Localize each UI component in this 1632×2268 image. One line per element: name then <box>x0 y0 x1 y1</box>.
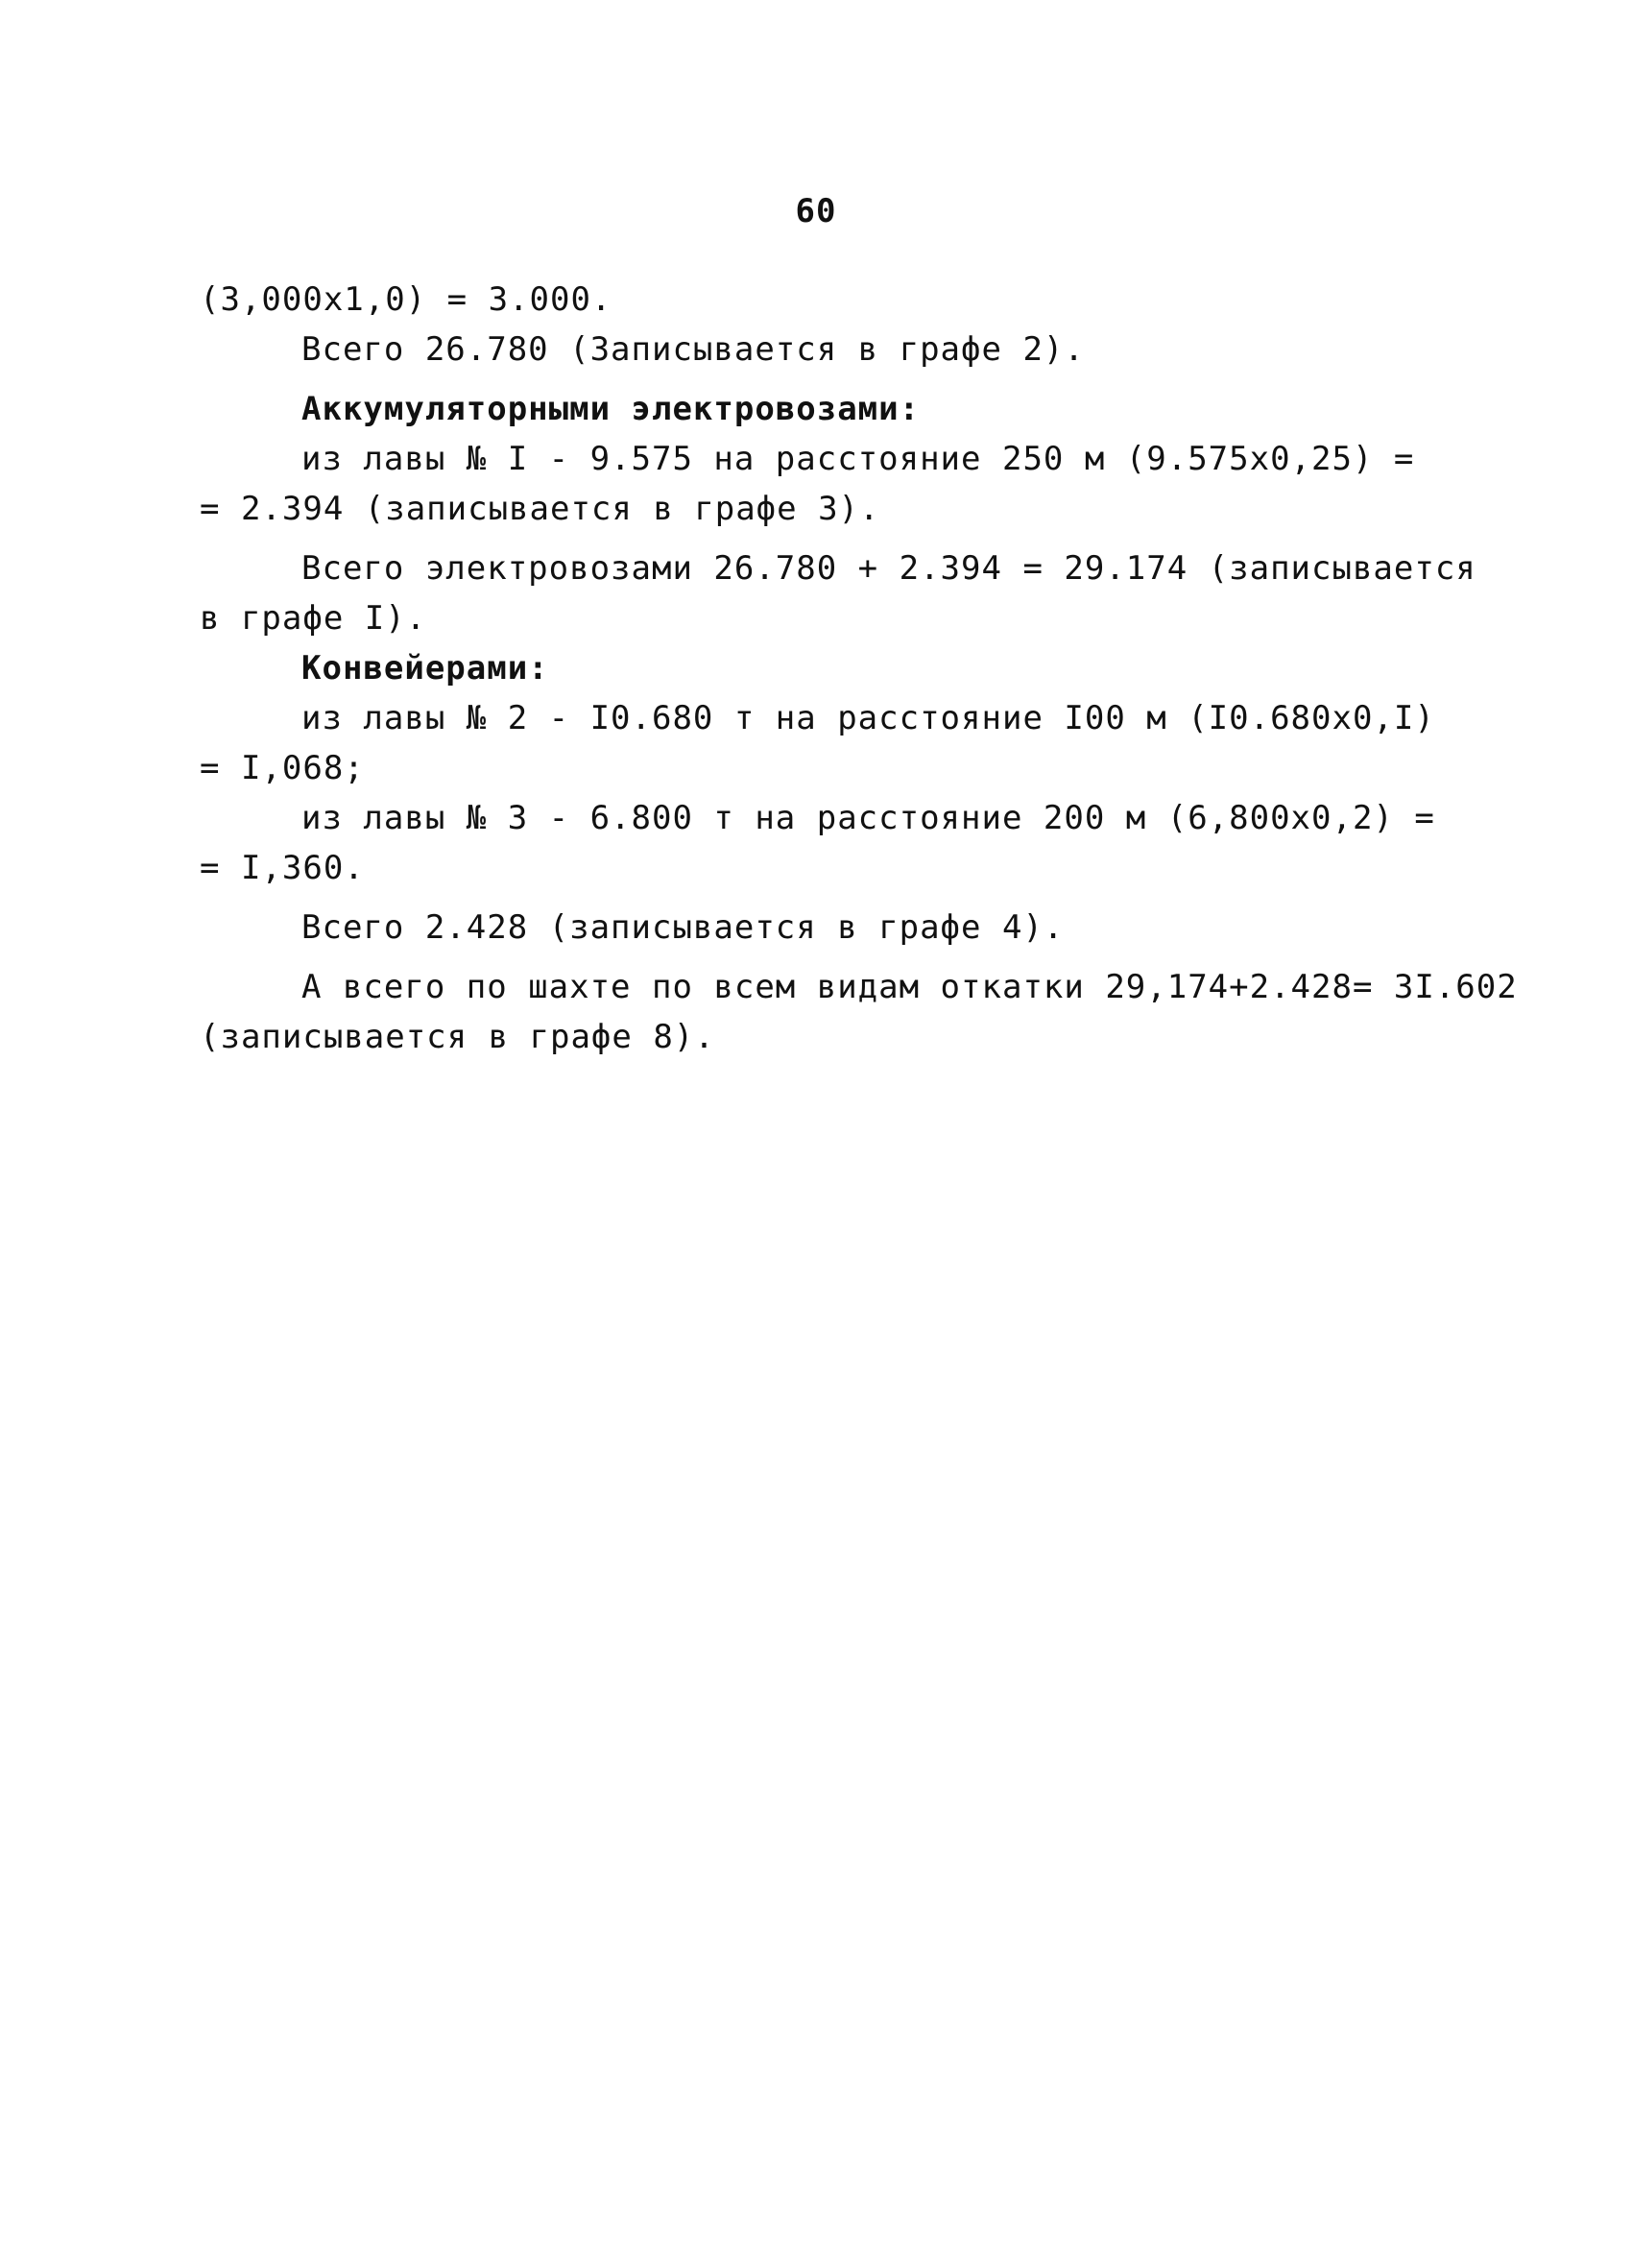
text-line: из лавы № 3 - 6.800 т на расстояние 200 м (6,800x0,2) = <box>301 799 1435 837</box>
text-line: Всего 26.780 (Записывается в графе 2). <box>301 330 1085 369</box>
section-heading: Аккумуляторными электровозами: <box>301 390 921 428</box>
text-line: = 2.394 (записывается в графе 3). <box>200 490 880 528</box>
page-number: 60 <box>795 192 837 230</box>
text-line: = I,068; <box>200 749 365 787</box>
text-line: А всего по шахте по всем видам откатки 29,174+2.428= 3I.602 <box>301 968 1518 1006</box>
section-heading: Конвейерами: <box>301 649 549 688</box>
text-line: Всего электровозами 26.780 + 2.394 = 29.174 (записывается <box>301 549 1476 588</box>
text-line: из лавы № I - 9.575 на расстояние 250 м (9.575x0,25) = <box>301 440 1415 478</box>
text-line: в графе I). <box>200 599 427 638</box>
text-line: (3,000x1,0) = 3.000. <box>200 280 612 319</box>
document-body <box>200 275 1518 1062</box>
text-line: из лавы № 2 - I0.680 т на расстояние I00 м (I0.680x0,I) <box>301 699 1435 737</box>
text-line: = I,360. <box>200 849 365 887</box>
text-line: (записывается в графе 8). <box>200 1018 715 1056</box>
text-line: Всего 2.428 (записывается в графе 4). <box>301 908 1065 947</box>
